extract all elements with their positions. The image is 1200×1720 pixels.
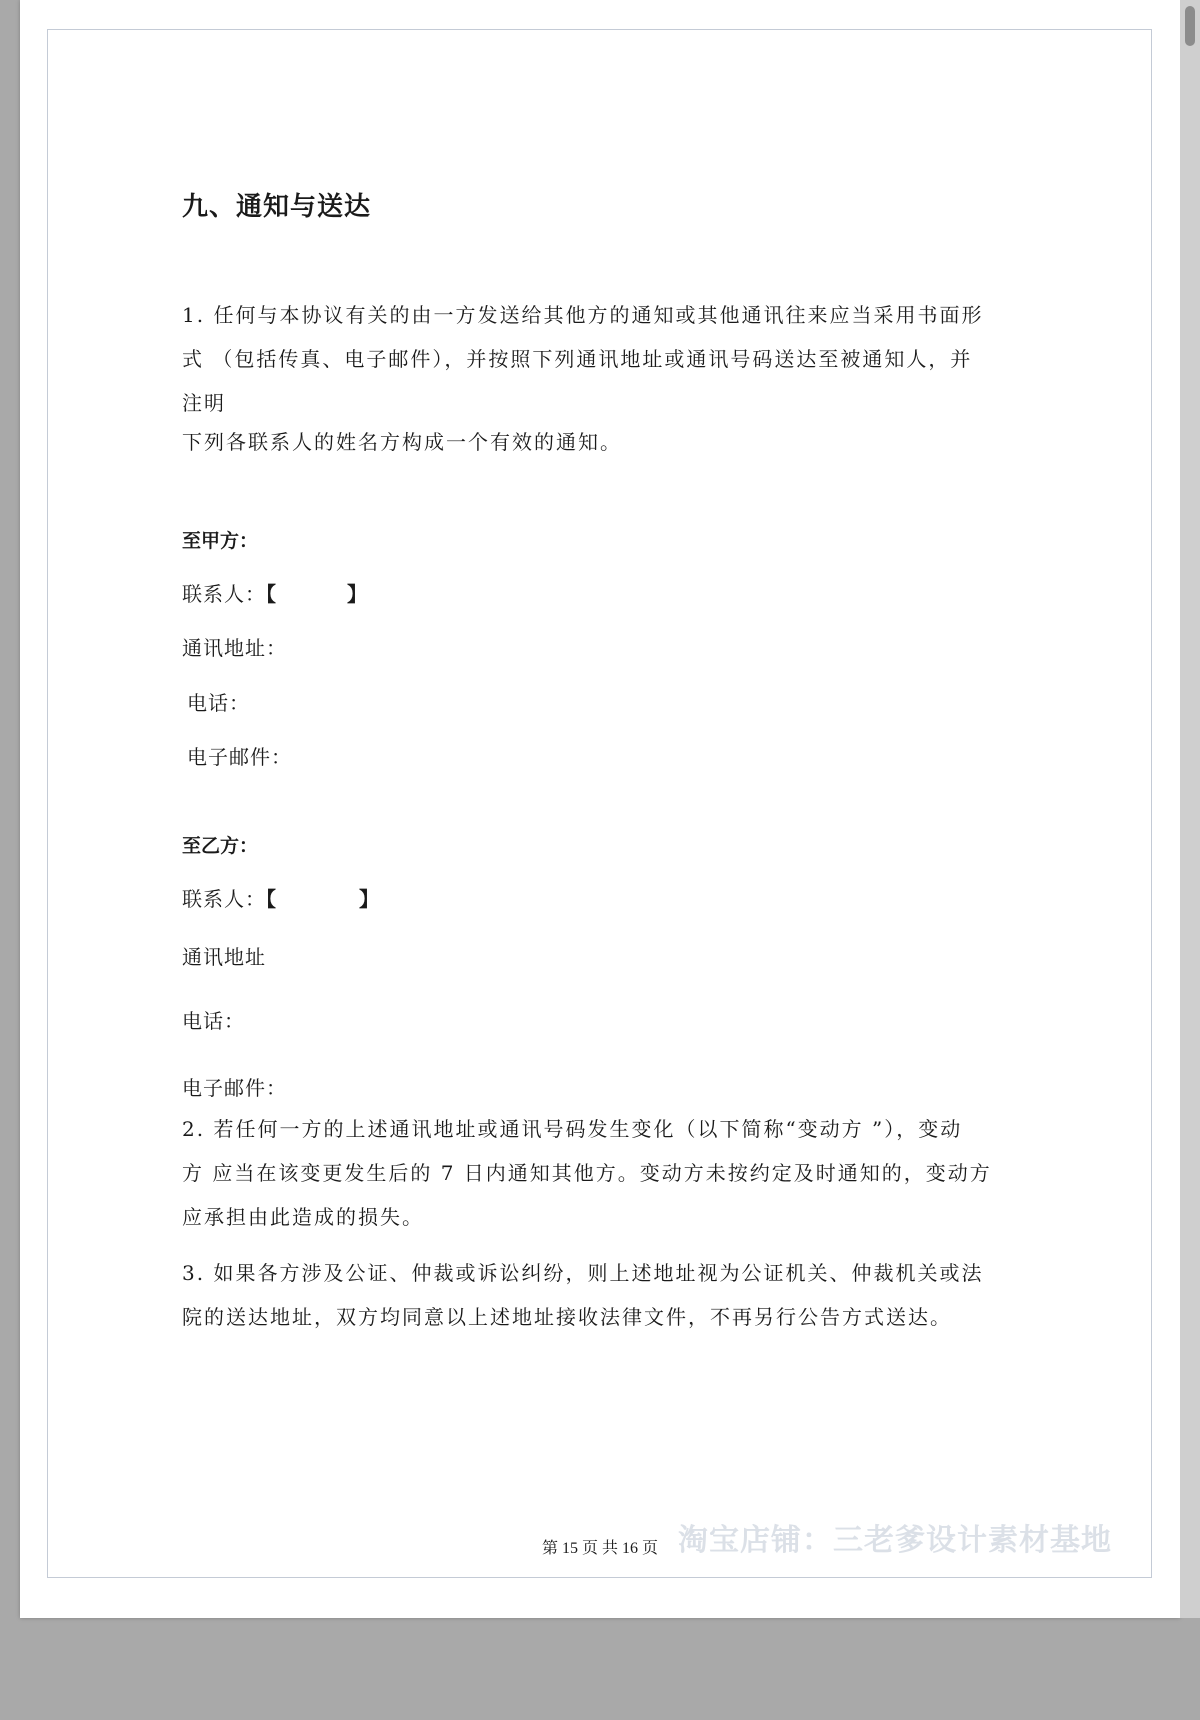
party-a-email-label: 电子邮件： [187, 745, 292, 769]
clause1-line1: 1. 任何与本协议有关的由一方发送给其他方的通知或其他通讯往来应当采用书面形 [182, 303, 984, 327]
party-a-contact-label: 联系人： [182, 582, 266, 606]
party-b-bracket-open: 【 [266, 887, 277, 911]
clause1-line3: 注明 [182, 391, 226, 415]
party-a-phone-label: 电话： [187, 691, 250, 715]
scrollbar-thumb[interactable] [1185, 6, 1195, 46]
party-a-address-label: 通讯地址： [182, 636, 287, 660]
clause2-line2: 方 应当在该变更发生后的 7 日内通知其他方。变动方未按约定及时通知的，变动方 [182, 1161, 992, 1185]
store-watermark: 淘宝店铺：三老爹设计素材基地 [678, 1523, 1112, 1558]
clause3-line2: 院的送达地址，双方均同意以上述地址接收法律文件，不再另行公告方式送达。 [182, 1305, 952, 1329]
clause3-line1: 3. 如果各方涉及公证、仲裁或诉讼纠纷，则上述地址视为公证机关、仲裁机关或法 [182, 1261, 984, 1285]
document-page [20, 0, 1180, 1618]
party-b-phone-label: 电话： [182, 1009, 245, 1033]
party-b-contact [182, 883, 380, 912]
party-b-email-label: 电子邮件： [182, 1076, 287, 1100]
clause1-line2: 式 （包括传真、电子邮件），并按照下列通讯地址或通讯号码送达至被通知人，并 [182, 347, 973, 371]
clause1-line4: 下列各联系人的姓名方构成一个有效的通知。 [182, 430, 622, 454]
section-heading: 九、通知与送达 [182, 192, 372, 222]
clause2-line3: 应承担由此造成的损失。 [182, 1205, 424, 1229]
party-a-bracket-open: 【 [266, 582, 277, 606]
party-b-bracket-close: 】 [359, 887, 380, 911]
party-b-address-label: 通讯地址 [182, 945, 266, 969]
party-a-contact [182, 578, 368, 607]
party-a-title: 至甲方： [182, 530, 259, 552]
page-border [47, 29, 1152, 1578]
clause2-line1: 2. 若任何一方的上述通讯地址或通讯号码发生变化（以下简称“变动方 ”），变动 [182, 1117, 963, 1141]
vertical-scrollbar[interactable] [1180, 0, 1200, 1618]
party-b-title: 至乙方： [182, 835, 259, 857]
party-a-bracket-close: 】 [347, 582, 368, 606]
party-b-contact-label: 联系人： [182, 887, 266, 911]
page-number-footer: 第 15 页 共 16 页 [541, 1540, 658, 1557]
